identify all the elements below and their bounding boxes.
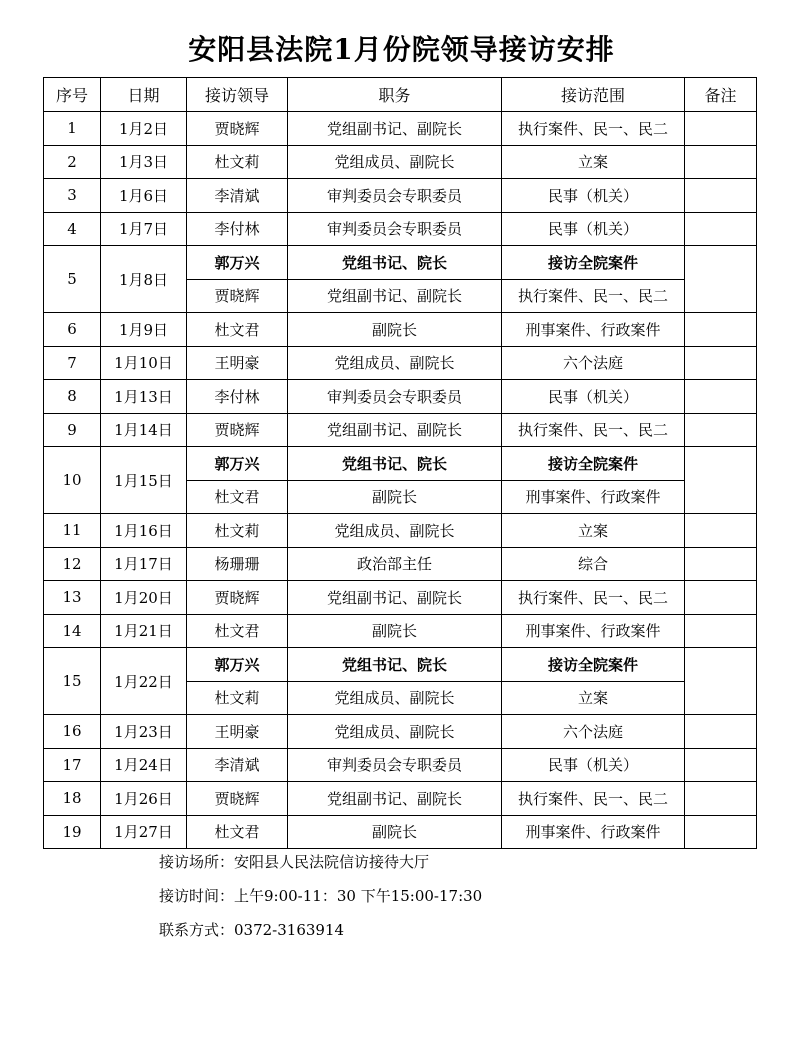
row-position: 党组成员、副院长 [288,346,502,380]
row-remark [685,346,757,380]
footer-info [159,852,482,954]
row-scope: 民事（机关） [502,179,685,213]
row-position: 审判委员会专职委员 [288,212,502,246]
row-remark [685,447,757,514]
row-number: 3 [44,179,101,213]
row-position: 审判委员会专职委员 [288,380,502,414]
row-date: 1月20日 [101,581,187,615]
page-title: 安阳县法院1月份院领导接访安排 [188,33,615,66]
row-position: 党组成员、副院长 [288,715,502,749]
row-remark [685,212,757,246]
row-date: 1月16日 [101,514,187,548]
header-date: 日期 [101,78,187,112]
row-date: 1月27日 [101,815,187,849]
table-header-row [44,78,757,112]
row-position: 党组成员、副院长 [288,514,502,548]
row-number: 15 [44,648,101,715]
table-row [44,715,757,749]
row-scope: 执行案件、民一、民二 [502,279,685,313]
row-position: 党组副书记、副院长 [288,112,502,146]
row-date: 1月26日 [101,782,187,816]
row-position: 副院长 [288,614,502,648]
row-leader: 王明豪 [187,715,288,749]
row-date: 1月3日 [101,145,187,179]
table-row [44,313,757,347]
footer-contact: 联系方式：0372-3163914 [159,921,345,939]
row-remark [685,179,757,213]
row-remark [685,145,757,179]
row-scope: 执行案件、民一、民二 [502,581,685,615]
row-position: 党组成员、副院长 [288,681,502,715]
row-scope: 民事（机关） [502,212,685,246]
row-leader: 李付林 [187,212,288,246]
row-scope: 立案 [502,145,685,179]
row-scope: 执行案件、民一、民二 [502,782,685,816]
table-row [44,112,757,146]
row-position: 党组书记、院长 [288,447,502,481]
row-scope: 执行案件、民一、民二 [502,413,685,447]
row-remark [685,648,757,715]
table-row [44,246,757,280]
row-number: 9 [44,413,101,447]
row-date: 1月17日 [101,547,187,581]
table-row [44,782,757,816]
row-leader: 郭万兴 [187,246,288,280]
table-row [44,145,757,179]
table-row [44,648,757,682]
row-number: 17 [44,748,101,782]
row-leader: 郭万兴 [187,447,288,481]
row-date: 1月9日 [101,313,187,347]
row-remark [685,547,757,581]
row-remark [685,782,757,816]
row-leader: 杜文莉 [187,681,288,715]
table-row [44,815,757,849]
row-number: 2 [44,145,101,179]
row-date: 1月24日 [101,748,187,782]
row-number: 19 [44,815,101,849]
row-remark [685,614,757,648]
row-scope: 刑事案件、行政案件 [502,480,685,514]
row-scope: 接访全院案件 [502,648,685,682]
row-leader: 杨珊珊 [187,547,288,581]
row-scope: 刑事案件、行政案件 [502,313,685,347]
row-date: 1月23日 [101,715,187,749]
table-row [44,346,757,380]
row-number: 5 [44,246,101,313]
row-date: 1月6日 [101,179,187,213]
table-row [44,380,757,414]
row-leader: 杜文君 [187,313,288,347]
row-leader: 李清斌 [187,179,288,213]
row-number: 4 [44,212,101,246]
row-remark [685,112,757,146]
row-leader: 贾晓辉 [187,112,288,146]
row-scope: 综合 [502,547,685,581]
schedule-table [43,77,757,849]
row-date: 1月21日 [101,614,187,648]
row-leader: 李付林 [187,380,288,414]
header-scope: 接访范围 [502,78,685,112]
row-scope: 立案 [502,681,685,715]
row-leader: 杜文君 [187,480,288,514]
row-remark [685,514,757,548]
row-remark [685,380,757,414]
table-row [44,413,757,447]
row-remark [685,748,757,782]
row-remark [685,313,757,347]
table-row [44,447,757,481]
row-date: 1月13日 [101,380,187,414]
row-date: 1月2日 [101,112,187,146]
row-leader: 李清斌 [187,748,288,782]
row-remark [685,815,757,849]
table-row [44,179,757,213]
row-position: 党组副书记、副院长 [288,782,502,816]
row-leader: 杜文君 [187,614,288,648]
row-date: 1月15日 [101,447,187,514]
row-date: 1月8日 [101,246,187,313]
row-leader: 杜文莉 [187,145,288,179]
row-number: 7 [44,346,101,380]
row-leader: 贾晓辉 [187,782,288,816]
row-remark [685,246,757,313]
row-scope: 执行案件、民一、民二 [502,112,685,146]
row-scope: 立案 [502,514,685,548]
row-position: 审判委员会专职委员 [288,748,502,782]
row-scope: 接访全院案件 [502,447,685,481]
row-scope: 接访全院案件 [502,246,685,280]
header-no: 序号 [44,78,101,112]
table-row [44,581,757,615]
row-position: 党组副书记、副院长 [288,279,502,313]
table-row [44,748,757,782]
row-scope: 刑事案件、行政案件 [502,815,685,849]
row-position: 副院长 [288,313,502,347]
row-position: 副院长 [288,815,502,849]
row-number: 18 [44,782,101,816]
header-position: 职务 [288,78,502,112]
row-remark [685,581,757,615]
row-position: 党组副书记、副院长 [288,581,502,615]
row-number: 8 [44,380,101,414]
row-date: 1月22日 [101,648,187,715]
row-date: 1月10日 [101,346,187,380]
row-leader: 王明豪 [187,346,288,380]
row-remark [685,413,757,447]
row-position: 政治部主任 [288,547,502,581]
footer-location: 接访场所：安阳县人民法院信访接待大厅 [159,853,430,871]
row-leader: 贾晓辉 [187,413,288,447]
row-position: 审判委员会专职委员 [288,179,502,213]
row-number: 6 [44,313,101,347]
row-number: 1 [44,112,101,146]
row-position: 副院长 [288,480,502,514]
row-scope: 民事（机关） [502,380,685,414]
table-row [44,614,757,648]
row-scope: 民事（机关） [502,748,685,782]
row-leader: 贾晓辉 [187,279,288,313]
row-leader: 杜文君 [187,815,288,849]
row-number: 14 [44,614,101,648]
table-row [44,514,757,548]
row-date: 1月14日 [101,413,187,447]
row-number: 11 [44,514,101,548]
header-remark: 备注 [685,78,757,112]
row-number: 12 [44,547,101,581]
row-scope: 六个法庭 [502,715,685,749]
row-position: 党组副书记、副院长 [288,413,502,447]
row-position: 党组书记、院长 [288,648,502,682]
row-number: 16 [44,715,101,749]
header-leader: 接访领导 [187,78,288,112]
row-position: 党组成员、副院长 [288,145,502,179]
row-leader: 贾晓辉 [187,581,288,615]
footer-time: 接访时间：上午9:00-11：30 下午15:00-17:30 [159,887,483,905]
row-position: 党组书记、院长 [288,246,502,280]
table-body [44,112,757,849]
row-number: 13 [44,581,101,615]
table-row [44,212,757,246]
row-scope: 刑事案件、行政案件 [502,614,685,648]
table-row [44,547,757,581]
row-scope: 六个法庭 [502,346,685,380]
row-number: 10 [44,447,101,514]
row-date: 1月7日 [101,212,187,246]
row-leader: 杜文莉 [187,514,288,548]
row-leader: 郭万兴 [187,648,288,682]
row-remark [685,715,757,749]
